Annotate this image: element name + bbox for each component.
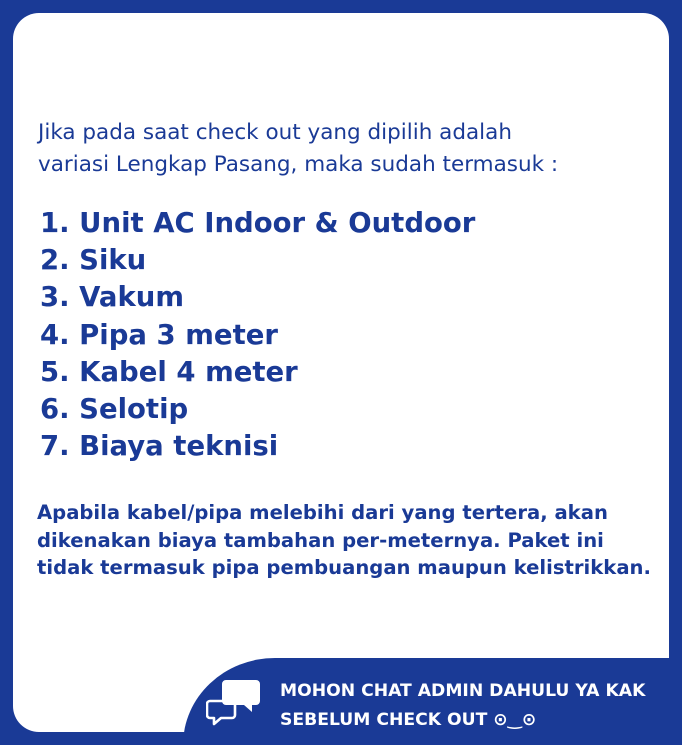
list-item: 2. Siku <box>40 244 147 277</box>
list-item: 7. Biaya teknisi <box>40 430 279 463</box>
list-item: 1. Unit AC Indoor & Outdoor <box>40 207 476 239</box>
intro-line-2: variasi Lengkap Pasang, maka sudah termasuk : <box>38 152 559 177</box>
list-item: 6. Selotip <box>40 393 189 426</box>
note-line-2: dikenakan biaya tambahan per-meternya. Paket ini <box>37 528 604 552</box>
list-item: 5. Kabel 4 meter <box>40 355 298 388</box>
included-items-list <box>40 205 475 465</box>
intro-line-1: Jika pada saat check out yang dipilih adalah <box>38 120 512 145</box>
info-card <box>13 13 669 732</box>
banner-line-1: MOHON CHAT ADMIN DAHULU YA KAK <box>280 681 646 701</box>
banner-line-2: SEBELUM CHECK OUT ⊙‿⊙ <box>280 710 537 730</box>
banner-text <box>280 677 645 735</box>
chat-admin-banner <box>183 658 682 745</box>
chat-bubbles-icon <box>206 674 262 730</box>
extra-cost-note <box>37 499 665 582</box>
note-line-3: tidak termasuk pipa pembuangan maupun kelistrikkan. <box>37 556 651 579</box>
note-line-1: Apabila kabel/pipa melebihi dari yang tertera, akan <box>37 501 608 524</box>
intro-text <box>38 117 658 181</box>
list-item: 4. Pipa 3 meter <box>40 318 278 351</box>
list-item: 3. Vakum <box>40 281 185 314</box>
